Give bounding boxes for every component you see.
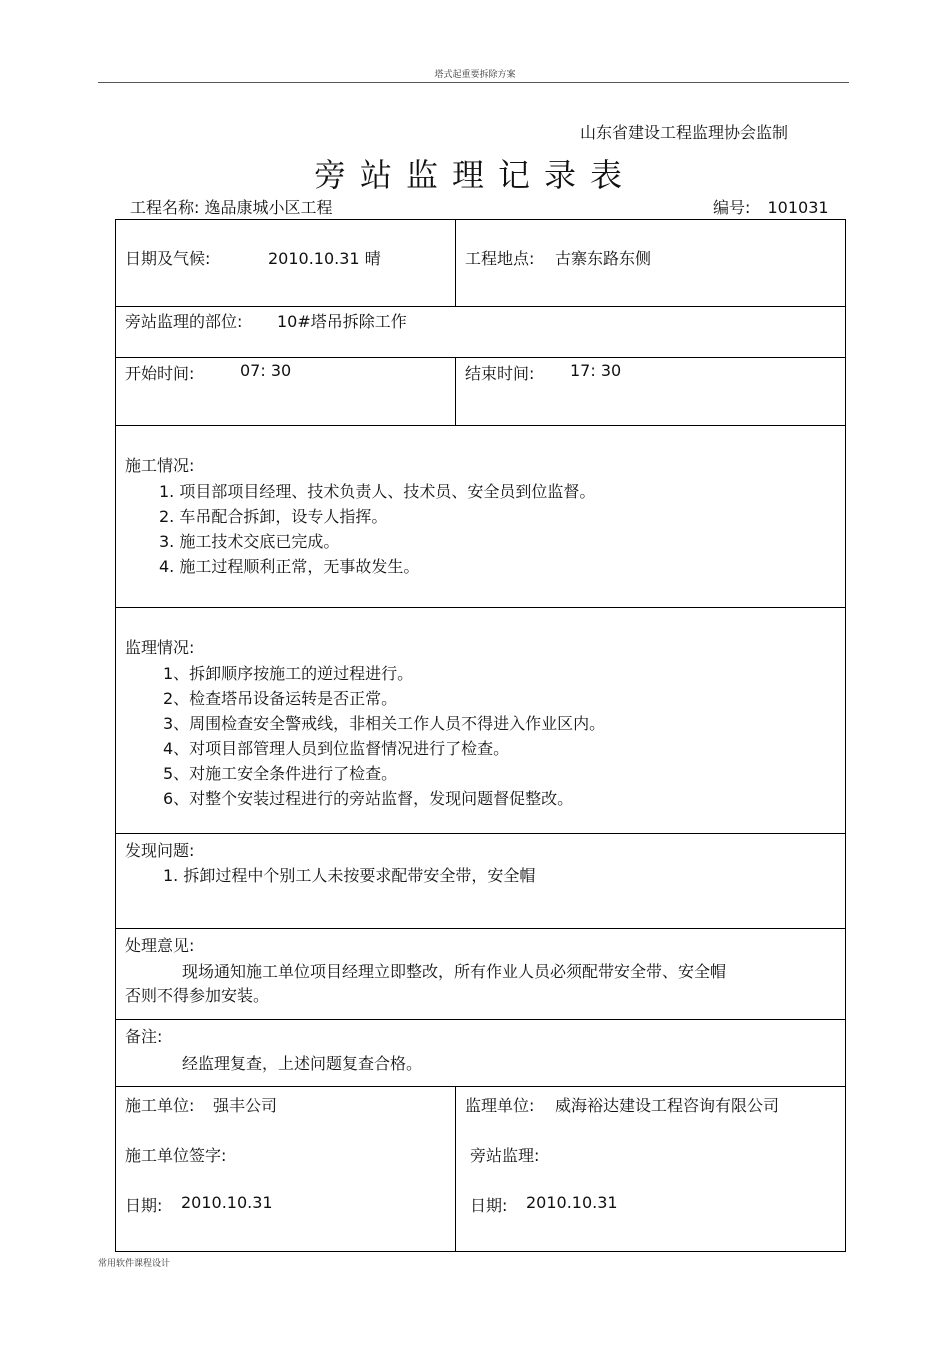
end-time-cell xyxy=(455,357,846,426)
part-value: 10#塔吊拆除工作 xyxy=(277,312,407,331)
opinion-text-line1: 现场通知施工单位项目经理立即整改，所有作业人员必须配带安全带、安全帽 xyxy=(182,962,727,981)
part-label: 旁站监理的部位: xyxy=(125,312,243,331)
supervision-item: 1、拆卸顺序按施工的逆过程进行。 xyxy=(163,664,414,683)
location-value: 古寨东路东侧 xyxy=(555,249,652,268)
start-time-label: 开始时间: xyxy=(125,364,195,383)
issuing-organization: 山东省建设工程监理协会监制 xyxy=(580,123,789,142)
contractor-date-label: 日期: xyxy=(125,1196,163,1215)
start-time-cell xyxy=(115,357,456,426)
construction-item: 3. 施工技术交底已完成。 xyxy=(159,532,340,551)
problems-label: 发现问题: xyxy=(125,841,195,860)
document-code xyxy=(713,195,829,218)
start-time-value: 07: 30 xyxy=(240,361,292,380)
opinion-label: 处理意见: xyxy=(125,936,195,955)
remarks-label: 备注: xyxy=(125,1027,163,1046)
page-header: 塔式起重要拆除方案 xyxy=(434,70,516,80)
document-code-label: 编号: xyxy=(713,198,751,217)
supervision-item: 6、对整个安装过程进行的旁站监督，发现问题督促整改。 xyxy=(163,789,574,808)
contractor-cell xyxy=(115,1086,456,1252)
end-time-label: 结束时间: xyxy=(465,364,535,383)
date-weather-label: 日期及气候: xyxy=(125,249,211,268)
supervisor-unit-value: 威海裕达建设工程咨询有限公司 xyxy=(555,1096,780,1115)
construction-item: 1. 项目部项目经理、技术负责人、技术员、安全员到位监督。 xyxy=(159,482,596,501)
supervisor-sign-label: 旁站监理: xyxy=(470,1146,540,1165)
supervision-item: 5、对施工安全条件进行了检查。 xyxy=(163,764,398,783)
supervision-item: 3、周围检查安全警戒线，非相关工作人员不得进入作业区内。 xyxy=(163,714,606,733)
location-label: 工程地点: xyxy=(465,249,535,268)
supervisor-date-value: 2010.10.31 xyxy=(526,1193,618,1212)
page-footer: 常用软件课程设计 xyxy=(98,1259,171,1269)
contractor-unit-label: 施工单位: xyxy=(125,1096,195,1115)
supervision-label: 监理情况: xyxy=(125,638,195,657)
document-title: 旁站监理记录表 xyxy=(313,156,636,194)
supervisor-cell xyxy=(455,1086,846,1252)
supervision-cell xyxy=(115,607,846,834)
remarks-cell xyxy=(115,1019,846,1087)
part-cell xyxy=(115,306,846,358)
construction-label: 施工情况: xyxy=(125,456,195,475)
supervision-item: 2、检查塔吊设备运转是否正常。 xyxy=(163,689,398,708)
supervisor-unit-label: 监理单位: xyxy=(465,1096,535,1115)
problems-cell xyxy=(115,833,846,929)
location-cell xyxy=(455,219,846,307)
opinion-cell xyxy=(115,928,846,1020)
construction-cell xyxy=(115,425,846,608)
date-weather-cell xyxy=(115,219,456,307)
contractor-unit-value: 强丰公司 xyxy=(213,1096,278,1115)
end-time-value: 17: 30 xyxy=(570,361,622,380)
project-name-label: 工程名称: xyxy=(130,198,200,217)
supervision-item: 4、对项目部管理人员到位监督情况进行了检查。 xyxy=(163,739,510,758)
date-weather-value: 2010.10.31 晴 xyxy=(268,249,381,268)
contractor-sign-label: 施工单位签字: xyxy=(125,1146,227,1165)
remarks-text: 经监理复查，上述问题复查合格。 xyxy=(182,1054,423,1073)
contractor-date-value: 2010.10.31 xyxy=(181,1193,273,1212)
supervisor-date-label: 日期: xyxy=(470,1196,508,1215)
project-name xyxy=(130,195,333,218)
construction-item: 4. 施工过程顺利正常，无事故发生。 xyxy=(159,557,420,576)
problems-item: 1. 拆卸过程中个别工人未按要求配带安全带，安全帽 xyxy=(163,866,536,885)
project-name-value: 逸品康城小区工程 xyxy=(204,198,333,217)
header-rule xyxy=(98,82,849,83)
opinion-text-line2: 否则不得参加安装。 xyxy=(125,986,270,1005)
construction-item: 2. 车吊配合拆卸，设专人指挥。 xyxy=(159,507,388,526)
document-code-value: 101031 xyxy=(767,198,829,217)
